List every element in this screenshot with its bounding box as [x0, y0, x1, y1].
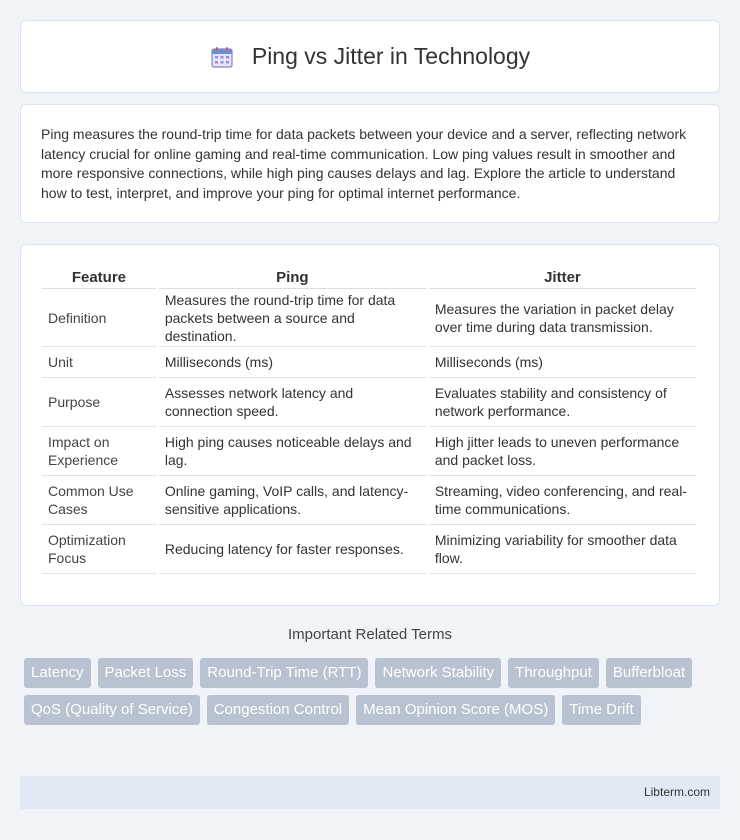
jitter-cell: Measures the variation in packet delay over time during data transmission. — [429, 289, 696, 347]
ping-cell: Assesses network latency and connection speed. — [159, 378, 426, 427]
ping-cell: Measures the round-trip time for data packets between a source and destination. — [159, 289, 426, 347]
column-header-ping: Ping — [159, 262, 426, 289]
table-row — [42, 427, 696, 476]
column-header-jitter: Jitter — [429, 262, 696, 289]
jitter-cell: Minimizing variability for smoother data flow. — [429, 525, 696, 574]
feature-cell: Optimization Focus — [42, 525, 156, 574]
related-terms-list — [24, 658, 724, 732]
comparison-table — [39, 262, 699, 574]
column-header-feature: Feature — [42, 262, 156, 289]
feature-cell: Impact on Experience — [42, 427, 156, 476]
table-row — [42, 289, 696, 347]
related-term-tag[interactable]: Round-Trip Time (RTT) — [200, 658, 368, 688]
jitter-cell: Milliseconds (ms) — [429, 347, 696, 378]
related-term-tag[interactable]: Packet Loss — [98, 658, 194, 688]
comparison-table-card — [20, 244, 720, 606]
ping-cell: Online gaming, VoIP calls, and latency-sensitive applications. — [159, 476, 426, 525]
jitter-cell: High jitter leads to uneven performance and packet loss. — [429, 427, 696, 476]
related-term-tag[interactable]: Latency — [24, 658, 91, 688]
ping-cell: High ping causes noticeable delays and lag. — [159, 427, 426, 476]
header-card — [20, 20, 720, 93]
table-row — [42, 525, 696, 574]
ping-cell: Milliseconds (ms) — [159, 347, 426, 378]
page-title: Ping vs Jitter in Technology — [251, 43, 531, 69]
footer-site-link[interactable]: Libterm.com — [643, 785, 710, 799]
calendar-icon — [210, 45, 234, 69]
related-term-tag[interactable]: Mean Opinion Score (MOS) — [356, 695, 555, 725]
ping-cell: Reducing latency for faster responses. — [159, 525, 426, 574]
feature-cell: Unit — [42, 347, 156, 378]
related-term-tag[interactable]: QoS (Quality of Service) — [24, 695, 200, 725]
jitter-cell: Streaming, video conferencing, and real-time communications. — [429, 476, 696, 525]
feature-cell: Common Use Cases — [42, 476, 156, 525]
feature-cell: Purpose — [42, 378, 156, 427]
intro-card — [20, 104, 720, 223]
related-terms-title: Important Related Terms — [288, 626, 452, 643]
table-row — [42, 347, 696, 378]
related-term-tag[interactable]: Network Stability — [375, 658, 501, 688]
table-row — [42, 378, 696, 427]
related-term-tag[interactable]: Congestion Control — [207, 695, 349, 725]
table-header-row — [42, 262, 696, 289]
related-term-tag[interactable]: Throughput — [508, 658, 599, 688]
table-row — [42, 476, 696, 525]
footer — [20, 776, 720, 809]
related-term-tag[interactable]: Bufferbloat — [606, 658, 692, 688]
feature-cell: Definition — [42, 289, 156, 347]
intro-text: Ping measures the round-trip time for data packets between your device and a server, reflecting network latency crucial for online gaming and real-time communication. Low ping values result in smoother and more responsive connections, while high ping causes delays and lag. Explore the article to understand how to test, interpret, and improve your ping for optimal internet performance. — [41, 126, 687, 201]
jitter-cell: Evaluates stability and consistency of network performance. — [429, 378, 696, 427]
related-term-tag[interactable]: Time Drift — [562, 695, 640, 725]
